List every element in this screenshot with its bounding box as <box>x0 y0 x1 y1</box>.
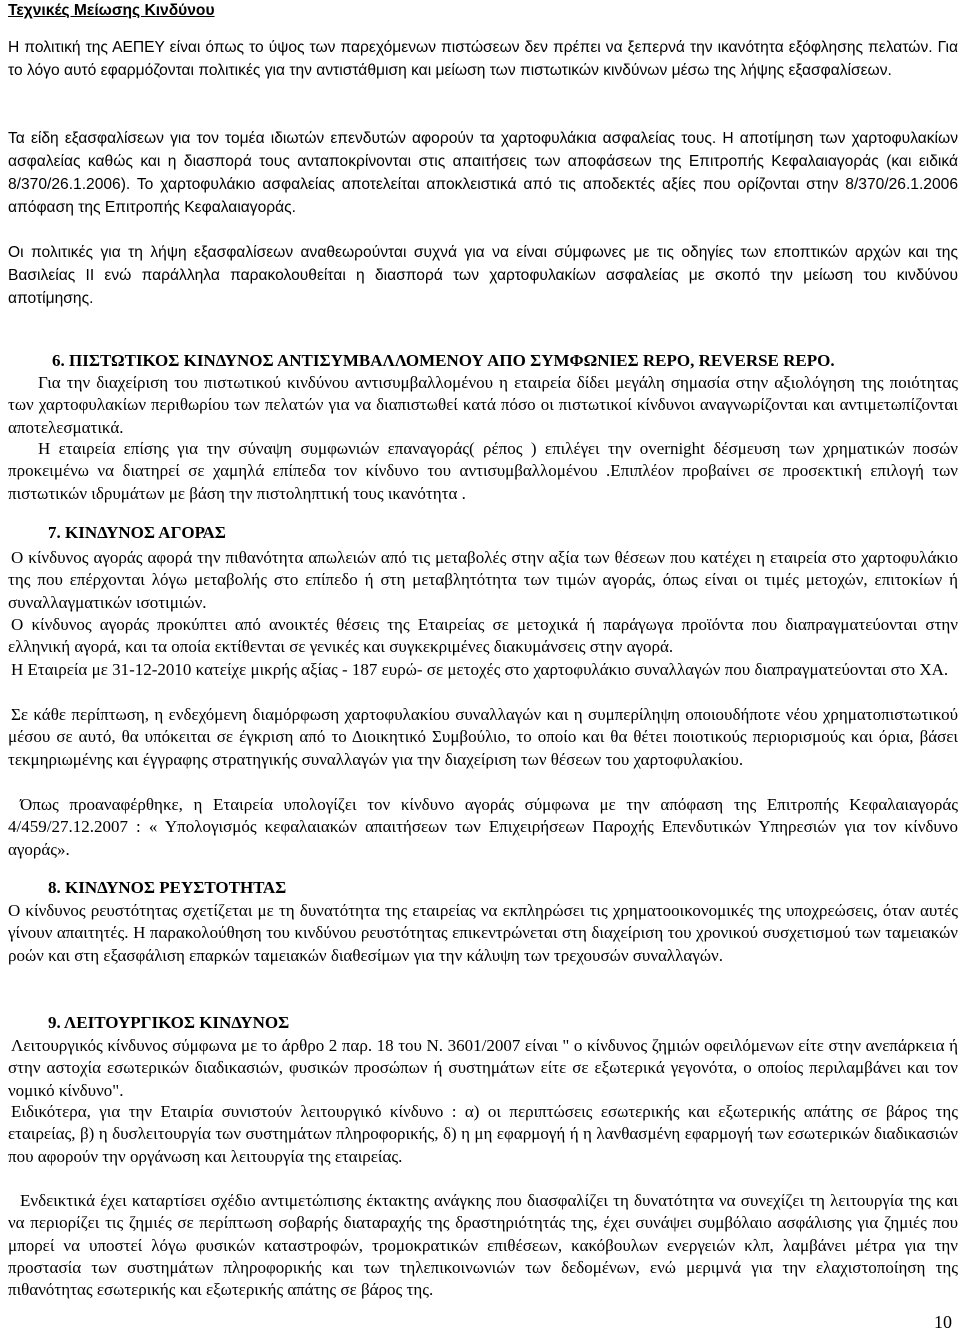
section-9-heading: 9. ΛΕΙΤΟΥΡΓΙΚΟΣ ΚΙΝΔΥΝΟΣ <box>48 1013 290 1032</box>
section-8-paragraph-1: Ο κίνδυνος ρευστότητας σχετίζεται με τη δυνατότητα της εταιρείας να εκπληρώσει τις χρηματοοικονομικές της υποχρεώσεις, όταν αυτές γίνουν απαιτητές. Η παρακολούθηση του κινδύνου ρευστότητας επικεντρώνεται στη διαχείριση του χρονικού συσχετισμού των ταμειακών ροών και στη εξασφάλιση επαρκών ταμειακών διαθεσίμων για την κάλυψη των τρεχουσών συναλλαγών. <box>8 901 958 965</box>
section-7-paragraph-1: Ο κίνδυνος αγοράς αφορά την πιθανότητα απωλειών από τις μεταβολές στην αξία των θέσεων που κατέχει η εταιρεία στο χαρτοφυλάκιο της που επέρχονται λόγω μεταβολής στο επίπεδο ή στη μεταβλητότητα των τιμών αγοράς, όπως είναι οι τιμές μετοχών, επιτοκίων ή συναλλαγματικών ισοτιμιών. <box>8 548 958 612</box>
section-7-heading: 7. ΚΙΝΔΥΝΟΣ ΑΓΟΡΑΣ <box>48 523 226 542</box>
intro-paragraph-3: Οι πολιτικές για τη λήψη εξασφαλίσεων αναθεωρούνται συχνά για να είναι σύμφωνες με τις οδηγίες των εποπτικών αρχών και της Βασιλείας ΙΙ ενώ παράλληλα παρακολουθείται η διασπορά των χαρτοφυλακίων ασφαλείας με σκοπό την μείωση του κινδύνου αποτίμησης. <box>8 244 958 307</box>
section-6-paragraph-1: Για την διαχείριση του πιστωτικού κινδύνου αντισυμβαλλομένου η εταιρεία δίδει μεγάλη σημασία στην αξιολόγηση της ποιότητας των χαρτοφυλακίων περιθωρίου των πελατών για να διαπιστωθεί κατά πόσο οι πιστωτικοί κίνδυνοι αναγνωρίζονται και αντιμετωπίζονται αποτελεσματικά. <box>8 373 958 437</box>
section-7-paragraph-5: Όπως προαναφέρθηκε, η Εταιρεία υπολογίζει τον κίνδυνο αγοράς σύμφωνα με την απόφαση της Επιτροπής Κεφαλαιαγοράς 4/459/27.12.2007 : « Υπολογισμός κεφαλαιακών απαιτήσεων των Επιχειρήσεων Παροχής Επενδυτικών Υπηρεσιών για τον κίνδυνο αγοράς». <box>8 795 958 859</box>
section-9-paragraph-2: Ειδικότερα, για την Εταιρία συνιστούν λειτουργικό κίνδυνο : α) οι περιπτώσεις εσωτερικής και εξωτερικής απάτης σε βάρος της εταιρείας, β) η δυσλειτουργία των συστημάτων πληροφορικής, δ) η μη εφαρμογή ή η λανθασμένη εφαρμογή των εσωτερικών διαδικασιών που αφορούν την οργάνωση και λειτουργία της εταιρείας. <box>8 1102 958 1166</box>
intro-paragraph-1: Η πολιτική της ΑΕΠΕΥ είναι όπως το ύψος των παρεχόμενων πιστώσεων δεν πρέπει να ξεπερνά την ικανότητα εξόφλησης πελατών. Για το λόγο αυτό εφαρμόζονται πολιτικές για την αντιστάθμιση και μείωση των πιστωτικών κινδύνων μέσω της λήψης εξασφαλίσεων. <box>8 39 958 79</box>
section-9-paragraph-3: Ενδεικτικά έχει καταρτίσει σχέδιο αντιμετώπισης έκτακτης ανάγκης που διασφαλίζει τη δυνατότητα να συνεχίζει τη λειτουργία της και να περιορίζει τις ζημιές σε περίπτωση σοβαρής διαταραχής της δραστηριότητάς της, έχει συνάψει συμβόλαιο ασφάλισης για ζημιές που μπορεί να υποστεί λόγω φυσικών καταστροφών, τρομοκρατικών επιθέσεων, κακόβουλων ενεργειών κλπ, λαμβάνει μέτρα για την προστασία των συστημάτων πληροφορικής και των τηλεπικοινωνιών των δεδομένων, ενώ μεριμνά για την ελαχιστοποίηση της πιθανότητας εσωτερικής και εξωτερικής απάτης σε βάρος της. <box>8 1191 958 1300</box>
page-number: 10 <box>934 1312 952 1332</box>
intro-paragraph-2: Τα είδη εξασφαλίσεων για τον τομέα ιδιωτών επενδυτών αφορούν τα χαρτοφυλάκια ασφαλείας τους. Η αποτίμηση των χαρτοφυλακίων ασφαλείας καθώς και η διασπορά τους ανταποκρίνονται στις απαιτήσεις των αποφάσεων της Επιτροπής Κεφαλαιαγοράς (και ειδικά 8/370/26.1.2006). Το χαρτοφυλάκιο ασφαλείας αποτελείται αποκλειστικά από τις αποδεκτές αξίες που ορίζονται στην 8/370/26.1.2006 απόφαση της Επιτροπής Κεφαλαιαγοράς. <box>8 130 958 216</box>
section-7-paragraph-2: Ο κίνδυνος αγοράς προκύπτει από ανοικτές θέσεις της Εταιρείας σε μετοχικά ή παράγωγα προϊόντα που διαπραγματεύονται στην ελληνική αγορά, και τα οποία εκτίθενται σε γενικές και συγκεκριμένες διακυμάνσεις στην αγορά. <box>8 615 958 657</box>
section-8-heading: 8. ΚΙΝΔΥΝΟΣ ΡΕΥΣΤΟΤΗΤΑΣ <box>48 878 287 897</box>
section-7-paragraph-3: Η Εταιρεία με 31-12-2010 κατείχε μικρής αξίας - 187 ευρώ- σε μετοχές στο χαρτοφυλάκιο συναλλαγών που διαπραγματεύονται στο ΧΑ. <box>11 660 949 679</box>
section-6-heading: 6. ΠΙΣΤΩΤΙΚΟΣ ΚΙΝΔΥΝΟΣ ΑΝΤΙΣΥΜΒΑΛΛΟΜΕΝΟΥ ΑΠΟ ΣΥΜΦΩΝΙΕΣ REPO, REVERSE REPO. <box>52 351 835 370</box>
section-6-paragraph-2: Η εταιρεία επίσης για την σύναψη συμφωνιών επαναγοράς( ρέπος ) επιλέγει την overnight δέσμευση των χρηματικών ποσών προκειμένω να διατηρεί σε χαμηλά επίπεδα τον κίνδυνο του αντισυμβαλλομένου .Επιπλέον προβαίνει σε προσεκτική επιλογή των πιστωτικών ιδρυμάτων με βάση την πιστοληπτική τους ικανότητα . <box>8 439 958 503</box>
page-title: Τεχνικές Μείωσης Κινδύνου <box>8 2 215 19</box>
section-9-paragraph-1: Λειτουργικός κίνδυνος σύμφωνα με το άρθρο 2 παρ. 18 του Ν. 3601/2007 είναι " ο κίνδυνος ζημιών οφειλόμενων είτε στην ανεπάρκεια ή στην αστοχία εσωτερικών διαδικασιών, φυσικών προσώπων ή συστημάτων είτε σε εξωτερικά γεγονότα, ο οποίος περιλαμβάνει και τον νομικό κίνδυνο". <box>8 1036 958 1100</box>
section-7-paragraph-4: Σε κάθε περίπτωση, η ενδεχόμενη διαμόρφωση χαρτοφυλακίου συναλλαγών και η συμπερίληψη οποιουδήποτε νέου χρηματοπιστωτικού μέσου σε αυτό, θα υπόκειται σε έγκριση από το Διοικητικό Συμβούλιο, το οποίο και θα θέτει ποιοτικούς περιορισμούς και όρια, βάσει τεκμηριωμένης και έγγραφης στρατηγικής συναλλαγών για την διαχείριση των θέσεων του χαρτοφυλακίου. <box>8 705 958 769</box>
